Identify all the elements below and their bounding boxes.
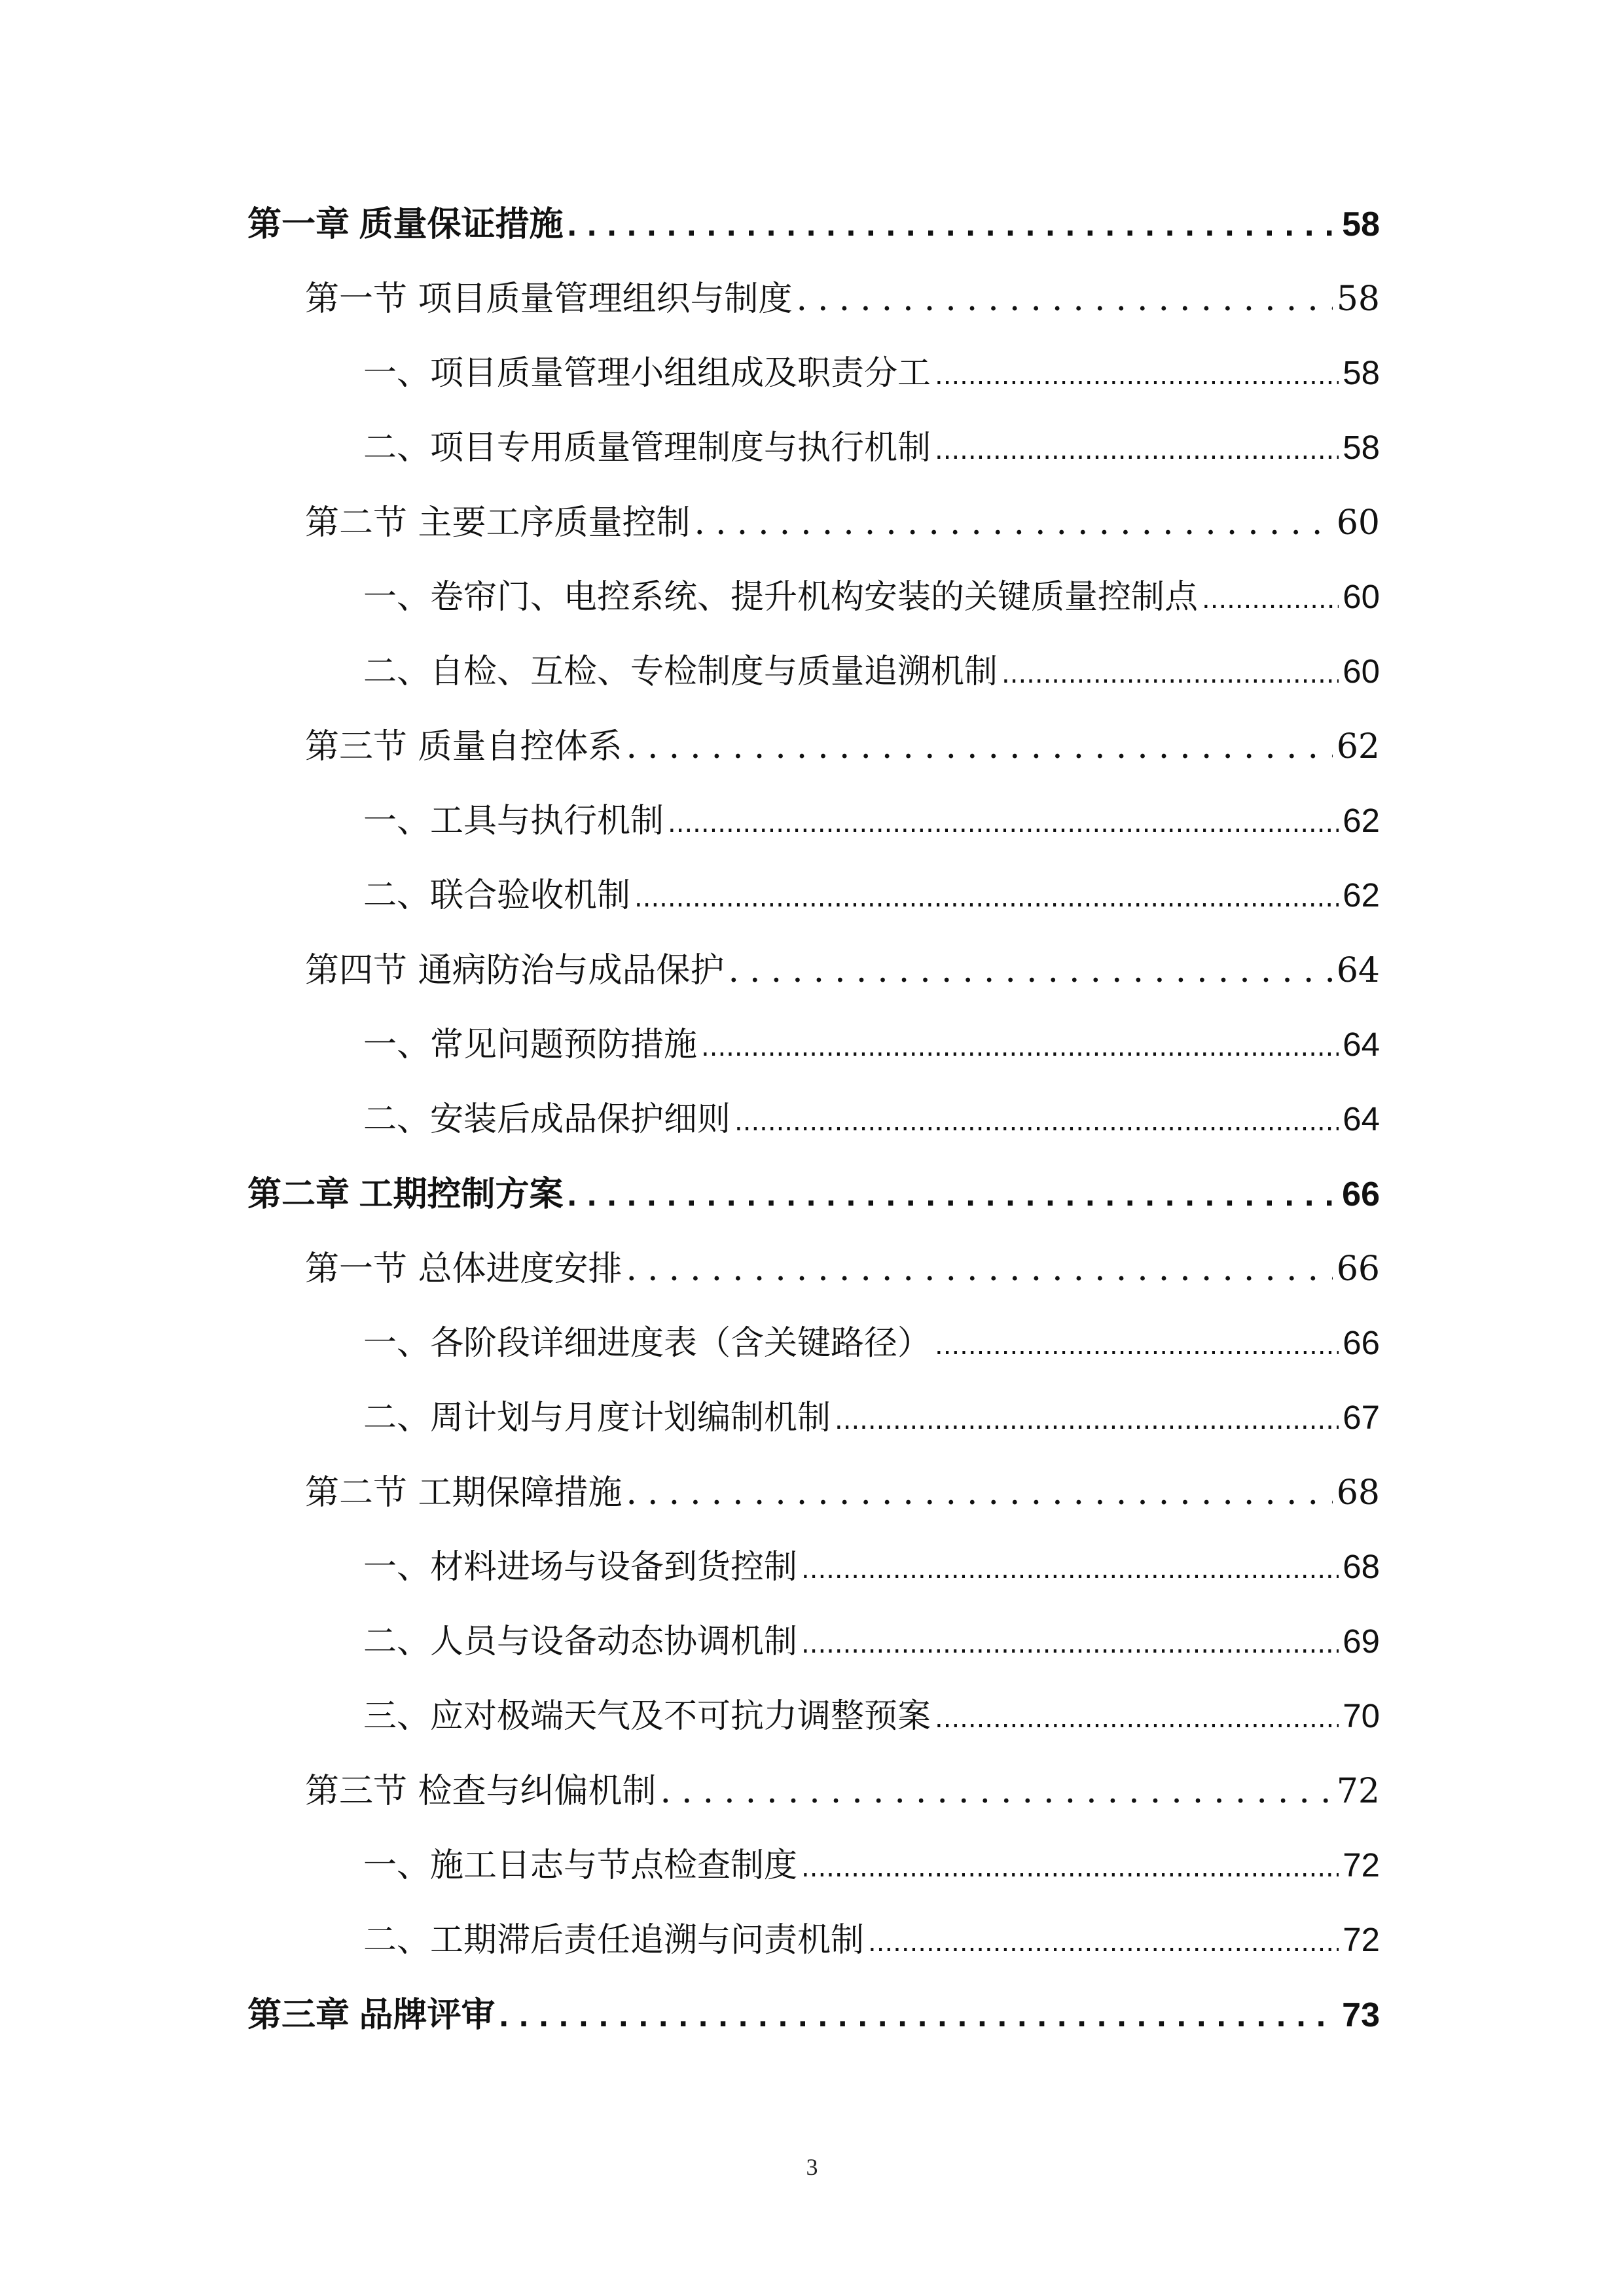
- toc-entry-item[interactable]: [363, 1912, 1380, 1965]
- toc-entry-title: 第一节 项目质量管理组织与制度: [305, 279, 793, 319]
- toc-entry-title: 一、工具与执行机制: [363, 802, 664, 840]
- toc-entry-section[interactable]: [305, 1763, 1380, 1816]
- dot-leader: [734, 1107, 1339, 1137]
- toc-entry-title: 一、施工日志与节点检查制度: [363, 1846, 798, 1885]
- dot-leader: [668, 808, 1339, 838]
- toc-entry-page: 73: [1342, 1996, 1380, 2034]
- toc-entry-page: 58: [1343, 429, 1380, 466]
- toc-entry-page: 72: [1336, 1772, 1380, 1811]
- toc-entry-page: 64: [1343, 1026, 1380, 1063]
- toc-entry-title: 二、自检、互检、专检制度与质量追溯机制: [363, 653, 998, 691]
- dot-leader: [634, 883, 1339, 913]
- dot-leader: [1001, 659, 1339, 689]
- toc-entry-section[interactable]: [305, 942, 1380, 995]
- toc-entry-page: 58: [1343, 354, 1380, 391]
- dot-leader: [935, 1704, 1339, 1734]
- dot-leader: [1202, 584, 1339, 615]
- toc-entry-title: 第三章 品牌评审: [247, 1996, 496, 2034]
- toc-entry-item[interactable]: [363, 1092, 1380, 1144]
- dot-leader: [729, 951, 1333, 990]
- dot-leader: [660, 1772, 1333, 1811]
- toc-entry-item[interactable]: [363, 1614, 1380, 1666]
- toc-entry-title: 一、项目质量管理小组组成及职责分工: [363, 354, 931, 393]
- toc-entry-section[interactable]: [305, 719, 1380, 771]
- toc-entry-page: 69: [1343, 1623, 1380, 1660]
- toc-entry-item[interactable]: [363, 1390, 1380, 1443]
- toc-entry-page: 60: [1343, 653, 1380, 690]
- toc-entry-title: 第二章 工期控制方案: [247, 1175, 564, 1213]
- toc-entry-page: 64: [1343, 1100, 1380, 1138]
- toc-entry-item[interactable]: [363, 1838, 1380, 1890]
- toc-entry-item[interactable]: [363, 569, 1380, 622]
- toc-entry-page: 67: [1343, 1399, 1380, 1436]
- dot-leader: [835, 1405, 1339, 1435]
- dot-leader: [935, 1331, 1339, 1361]
- toc-entry-title: 第二节 工期保障措施: [305, 1473, 623, 1513]
- toc-entry-title: 二、联合验收机制: [363, 876, 631, 915]
- toc-entry-title: 一、常见问题预防措施: [363, 1026, 698, 1064]
- toc-entry-page: 66: [1343, 1324, 1380, 1361]
- toc-entry-title: 二、安装后成品保护细则: [363, 1100, 731, 1139]
- toc-entry-chapter[interactable]: [247, 1987, 1380, 2039]
- toc-entry-title: 第一章 质量保证措施: [247, 206, 564, 243]
- toc-entry-page: 60: [1343, 578, 1380, 615]
- dot-leader: [935, 435, 1339, 465]
- toc-entry-page: 66: [1336, 1249, 1380, 1289]
- toc-entry-item[interactable]: [363, 1539, 1380, 1592]
- toc-entry-title: 一、材料进场与设备到货控制: [363, 1548, 798, 1587]
- toc-entry-page: 66: [1342, 1175, 1380, 1213]
- toc-entry-section[interactable]: [305, 1465, 1380, 1517]
- toc-entry-title: 一、卷帘门、电控系统、提升机构安装的关键质量控制点: [363, 578, 1199, 617]
- toc-entry-page: 58: [1342, 206, 1380, 243]
- page-number: 3: [806, 2154, 818, 2180]
- toc-entry-item[interactable]: [363, 1689, 1380, 1741]
- toc-entry-chapter[interactable]: [247, 1166, 1380, 1219]
- toc-entry-title: 二、工期滞后责任追溯与问责机制: [363, 1921, 865, 1960]
- dot-leader: [567, 1175, 1338, 1214]
- toc-entry-section[interactable]: [305, 495, 1380, 547]
- toc-entry-page: 58: [1336, 279, 1380, 319]
- dot-leader: [801, 1629, 1339, 1659]
- toc-entry-chapter[interactable]: [247, 196, 1380, 249]
- toc-entry-title: 第三节 质量自控体系: [305, 727, 623, 766]
- toc-entry-item[interactable]: [363, 793, 1380, 846]
- toc-entry-item[interactable]: [363, 1316, 1380, 1368]
- dot-leader: [626, 1249, 1333, 1289]
- toc-entry-page: 62: [1336, 727, 1380, 766]
- toc-entry-page: 62: [1343, 876, 1380, 914]
- toc-entry-page: 72: [1343, 1921, 1380, 1958]
- toc-entry-title: 三、应对极端天气及不可抗力调整预案: [363, 1697, 931, 1736]
- dot-leader: [868, 1928, 1339, 1958]
- dot-leader: [935, 361, 1339, 391]
- toc-entry-item[interactable]: [363, 346, 1380, 398]
- toc-entry-title: 二、项目专用质量管理制度与执行机制: [363, 429, 931, 467]
- dot-leader: [695, 503, 1333, 543]
- dot-leader: [626, 727, 1333, 766]
- toc-entry-title: 二、人员与设备动态协调机制: [363, 1623, 798, 1661]
- toc-entry-section[interactable]: [305, 271, 1380, 323]
- dot-leader: [797, 279, 1333, 319]
- dot-leader: [626, 1473, 1333, 1513]
- dot-leader: [701, 1032, 1339, 1062]
- toc-entry-item[interactable]: [363, 644, 1380, 696]
- toc-entry-page: 62: [1343, 802, 1380, 839]
- toc-entry-page: 68: [1343, 1548, 1380, 1585]
- toc-entry-title: 第二节 主要工序质量控制: [305, 503, 691, 543]
- toc-entry-item[interactable]: [363, 420, 1380, 473]
- toc-entry-page: 64: [1336, 951, 1380, 990]
- toc-entry-item[interactable]: [363, 868, 1380, 920]
- dot-leader: [801, 1554, 1339, 1585]
- dot-leader: [801, 1853, 1339, 1883]
- dot-leader: [567, 205, 1338, 244]
- toc-entry-item[interactable]: [363, 1017, 1380, 1069]
- toc-entry-title: 第一节 总体进度安排: [305, 1249, 623, 1289]
- toc-entry-page: 70: [1343, 1697, 1380, 1734]
- dot-leader: [499, 1996, 1338, 2035]
- toc-entry-title: 第四节 通病防治与成品保护: [305, 951, 725, 990]
- toc-entry-title: 二、周计划与月度计划编制机制: [363, 1399, 831, 1437]
- toc-entry-title: 一、各阶段详细进度表（含关键路径）: [363, 1324, 931, 1363]
- toc-entry-section[interactable]: [305, 1241, 1380, 1293]
- toc-entry-page: 68: [1336, 1473, 1380, 1513]
- toc-entry-title: 第三节 检查与纠偏机制: [305, 1772, 657, 1811]
- toc-entry-page: 72: [1343, 1846, 1380, 1884]
- toc-entry-page: 60: [1336, 503, 1380, 543]
